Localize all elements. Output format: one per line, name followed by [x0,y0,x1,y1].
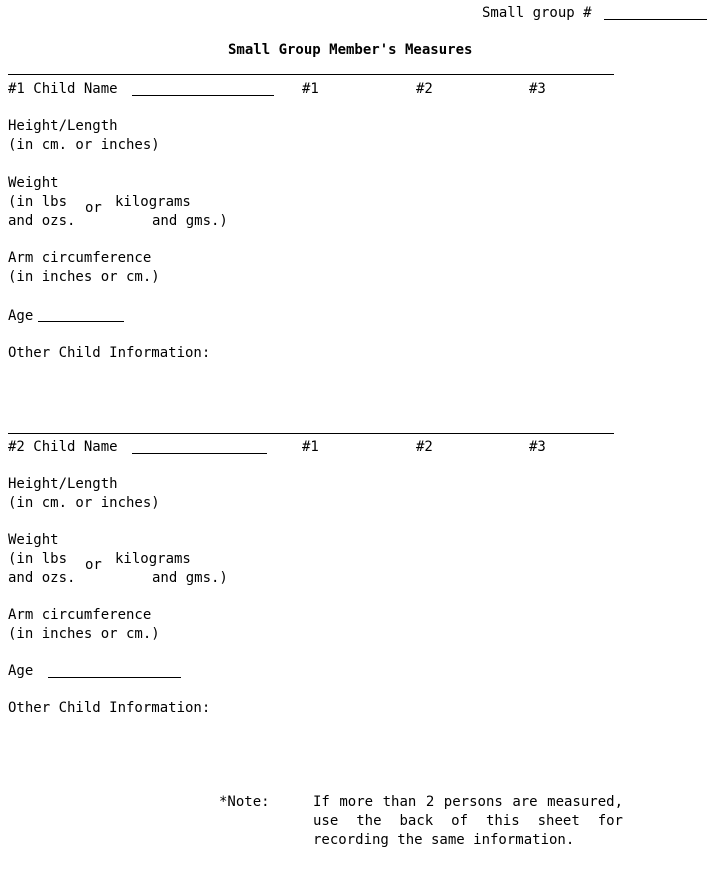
age-field[interactable] [38,321,124,322]
weight-units-ozs: and ozs. [8,570,76,586]
weight-units-ozs: and ozs. [8,213,76,229]
note-label: *Note: [219,794,270,810]
column-header-3: #3 [529,81,546,97]
child-name-label: #2 Child Name [8,439,118,455]
column-header-1: #1 [302,439,319,455]
weight-units-lbs: (in lbs [8,551,68,567]
weight-units-lbs: (in lbs [8,194,68,210]
other-info-label: Other Child Information: [8,700,211,716]
weight-units-gms: and gms.) [152,213,228,229]
arm-circumference-units: (in inches or cm.) [8,626,160,642]
height-label: Height/Length [8,118,118,134]
column-header-1: #1 [302,81,319,97]
child-name-label: #1 Child Name [8,81,118,97]
weight-label: Weight [8,532,59,548]
child-name-field[interactable] [132,95,274,96]
group-number-label: Small group # [482,5,592,21]
section-divider [8,433,614,434]
weight-units-kg: kilograms [115,194,191,210]
note-text: If more than 2 persons are measured, use the back of this sheet for recording the same information. [313,794,623,848]
age-label: Age [8,308,34,324]
height-units: (in cm. or inches) [8,495,160,511]
arm-circumference-label: Arm circumference [8,607,152,623]
age-field[interactable] [48,677,181,678]
column-header-2: #2 [416,81,433,97]
weight-units-or: or [85,557,102,573]
section-divider [8,74,614,75]
column-header-3: #3 [529,439,546,455]
height-label: Height/Length [8,476,118,492]
column-header-2: #2 [416,439,433,455]
arm-circumference-units: (in inches or cm.) [8,269,160,285]
age-label: Age [8,663,34,679]
weight-units-or: or [85,200,102,216]
weight-label: Weight [8,175,59,191]
child-name-field[interactable] [132,453,267,454]
group-number-field[interactable] [604,19,707,20]
height-units: (in cm. or inches) [8,137,160,153]
weight-units-gms: and gms.) [152,570,228,586]
weight-units-kg: kilograms [115,551,191,567]
other-info-label: Other Child Information: [8,345,211,361]
form-title: Small Group Member's Measures [228,42,473,58]
arm-circumference-label: Arm circumference [8,250,152,266]
